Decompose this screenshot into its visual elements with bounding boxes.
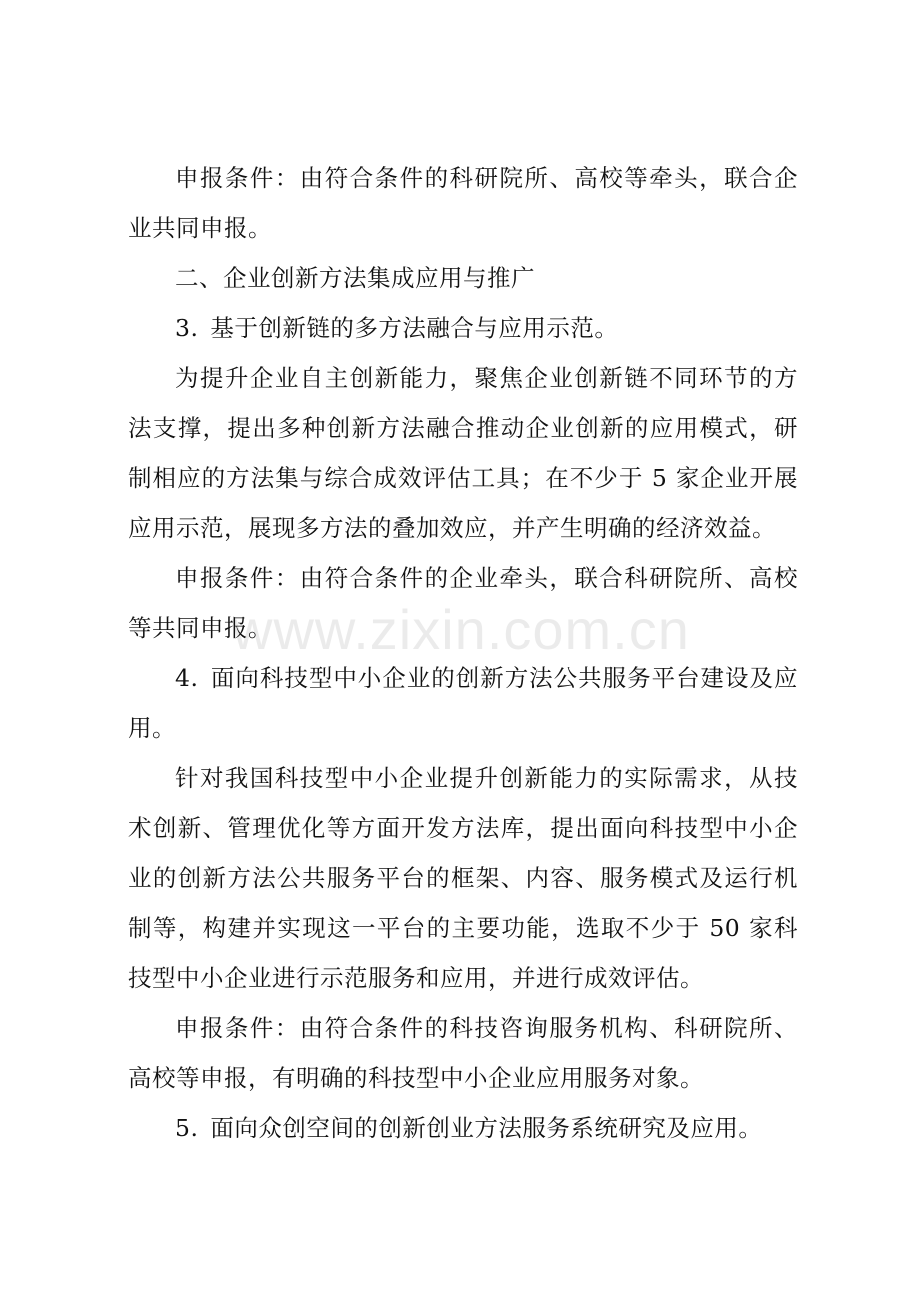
item-heading-5 [128,1103,798,1153]
heading-text: 二、企业创新方法集成应用与推广 [175,264,535,292]
paragraph-application-conditions-3 [128,553,798,653]
paragraph-text: 为提升企业自主创新能力，聚焦企业创新链不同环节的方法支撑，提出多种创新方法融合推动企业创新的应用模式，研制相应的方法集与综合成效评估工具；在不少于 5 家企业开展应用示范，展现多方法的叠加效应，并产生明确的经济效益。 [128,364,798,542]
document-body [128,153,798,1153]
paragraph-text: 申报条件：由符合条件的科研院所、高校等牵头，联合企业共同申报。 [128,164,798,242]
paragraph-text: 申报条件：由符合条件的企业牵头，联合科研院所、高校等共同申报。 [128,564,798,642]
item-number: 3. [175,314,199,342]
paragraph-text: 针对我国科技型中小企业提升创新能力的实际需求，从技术创新、管理优化等方面开发方法库，提出面向科技型中小企业的创新方法公共服务平台的框架、内容、服务模式及运行机制等，构建并实现这一平台的主要功能，选取不少于 50 家科技型中小企业进行示范服务和应用，并进行成效评估。 [128,764,798,992]
paragraph-application-conditions-4 [128,1003,798,1103]
item-title: 面向科技型中小企业的创新方法公共服务平台建设及应用。 [128,664,798,742]
item-heading-4 [128,653,798,753]
paragraph-item-3-description [128,353,798,553]
item-title: 基于创新链的多方法融合与应用示范。 [210,314,619,342]
item-number: 4. [175,664,199,692]
paragraph-application-conditions-1 [128,153,798,253]
paragraph-text: 申报条件：由符合条件的科技咨询服务机构、科研院所、高校等申报，有明确的科技型中小企业应用服务对象。 [128,1014,798,1092]
paragraph-item-4-description [128,753,798,1003]
item-title: 面向众创空间的创新创业方法服务系统研究及应用。 [210,1114,763,1142]
section-heading-2 [128,253,798,303]
item-heading-3 [128,303,798,353]
watermark: www.zixin.com.cn [232,598,690,661]
item-number: 5. [175,1114,199,1142]
